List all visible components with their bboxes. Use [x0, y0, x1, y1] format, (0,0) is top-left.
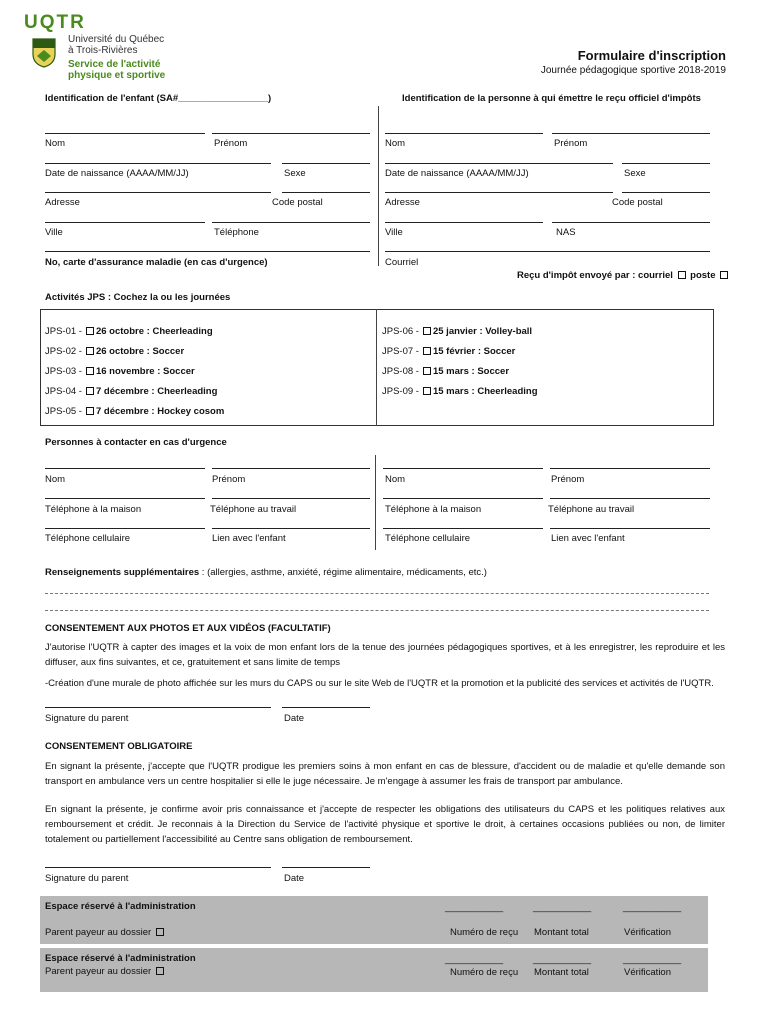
- admin-parent-1: [45, 927, 166, 938]
- emergency-divider: [375, 455, 376, 550]
- activity-code: JPS-05 -: [45, 406, 82, 417]
- em1-prenom-field[interactable]: [212, 468, 370, 469]
- activity-item: [45, 406, 224, 417]
- mandatory-signature-field[interactable]: [45, 867, 271, 868]
- activity-checkbox[interactable]: [86, 407, 94, 415]
- admin-blank-verif-2[interactable]: ___________: [623, 954, 682, 965]
- admin-parent-label-2: Parent payeur au dossier: [45, 966, 152, 977]
- em2-maison-label: Téléphone à la maison: [385, 504, 482, 515]
- extra-line-1[interactable]: [45, 593, 709, 594]
- activity-checkbox[interactable]: [86, 327, 94, 335]
- photo-consent-text-2: -Création d'une murale de photo affichée sur les murs du CAPS ou sur le site Web de l'UQTR et la promotion et la publicité des services et activités de l'UQTR.: [45, 678, 714, 689]
- mandatory-date-field[interactable]: [282, 867, 370, 868]
- mandatory-consent-text-2: En signant la présente, je confirme avoir pris connaissance et j'accepte de respecter les obligations des utilisateurs du CAPS et les politiques relatives aux remboursement et crédit. Je reconnais à la Direction du Service de l'activité physique et sportive le droit, à certaines occasions publiées ou non, de limiter totalement ou partiellement l'accessibilité au Centre sans obligation de remboursement.: [45, 804, 725, 845]
- activity-label: 15 mars : Soccer: [432, 366, 510, 377]
- em2-travail-field[interactable]: [550, 498, 710, 499]
- divider: [378, 106, 379, 266]
- em2-travail-label: Téléphone au travail: [548, 504, 635, 515]
- em1-maison-field[interactable]: [45, 498, 205, 499]
- child-adresse-field[interactable]: [45, 192, 271, 193]
- receipt-dob-label: Date de naissance (AAAA/MM/JJ): [385, 168, 529, 179]
- em2-cell-field[interactable]: [383, 528, 543, 529]
- courriel-checkbox[interactable]: [678, 271, 686, 279]
- activities-divider: [376, 309, 377, 426]
- child-tel-field[interactable]: [212, 222, 370, 223]
- uqtr-logo: [24, 12, 86, 34]
- receipt-adresse-field[interactable]: [385, 192, 613, 193]
- recu-label: Reçu d'impôt envoyé par : courriel: [517, 270, 673, 281]
- form-title: Formulaire d'inscription: [577, 48, 726, 63]
- admin-parent-checkbox-2[interactable]: [156, 967, 164, 975]
- em1-lien-field[interactable]: [212, 528, 370, 529]
- admin-parent-2: [45, 966, 166, 977]
- receipt-nom-field[interactable]: [385, 133, 543, 134]
- em1-travail-label: Téléphone au travail: [210, 504, 297, 515]
- photo-consent-text-1: J'autorise l'UQTR à capter des images et la voix de mon enfant lors de la tenue des journées pédagogiques sportives, et à les enregistrer, les reproduire et les diffuser, aux fins suivantes, et ce, gratuitement et sans limite de temps: [45, 642, 725, 668]
- admin-parent-label-1: Parent payeur au dossier: [45, 927, 152, 938]
- activity-code: JPS-04 -: [45, 386, 82, 397]
- child-prenom-field[interactable]: [212, 133, 370, 134]
- child-sexe-field[interactable]: [282, 163, 370, 164]
- activity-label: 26 octobre : Soccer: [95, 346, 185, 357]
- mandatory-date-label: Date: [284, 873, 305, 884]
- activity-checkbox[interactable]: [423, 347, 431, 355]
- activity-checkbox[interactable]: [86, 367, 94, 375]
- child-ville-field[interactable]: [45, 222, 205, 223]
- admin-parent-checkbox-1[interactable]: [156, 928, 164, 936]
- activity-label: 26 octobre : Cheerleading: [95, 326, 213, 337]
- activity-item: [45, 326, 213, 337]
- activity-item: [45, 386, 217, 397]
- receipt-nas-label: NAS: [556, 227, 576, 238]
- activity-checkbox[interactable]: [423, 387, 431, 395]
- extra-title: Renseignements supplémentaires: [45, 567, 200, 578]
- admin-blank-numero-1[interactable]: ___________: [445, 902, 504, 913]
- photo-signature-label: Signature du parent: [45, 713, 129, 724]
- child-dob-label: Date de naissance (AAAA/MM/JJ): [45, 168, 189, 179]
- receipt-ville-field[interactable]: [385, 222, 543, 223]
- receipt-cp-label: Code postal: [612, 197, 663, 208]
- receipt-adresse-label: Adresse: [385, 197, 420, 208]
- child-tel-label: Téléphone: [214, 227, 259, 238]
- activity-label: 25 janvier : Volley-ball: [432, 326, 533, 337]
- em1-cell-field[interactable]: [45, 528, 205, 529]
- activity-label: 15 mars : Cheerleading: [432, 386, 538, 397]
- extra-line-2[interactable]: [45, 610, 709, 611]
- activity-item: [382, 366, 509, 377]
- activity-label: 16 novembre : Soccer: [95, 366, 195, 377]
- crest-icon: [32, 38, 56, 68]
- photo-date-label: Date: [284, 713, 305, 724]
- child-adresse-label: Adresse: [45, 197, 80, 208]
- em1-maison-label: Téléphone à la maison: [45, 504, 142, 515]
- receipt-courriel-field[interactable]: [385, 251, 710, 252]
- admin-verification-2: Vérification: [624, 967, 671, 978]
- activity-code: JPS-09 -: [382, 386, 419, 397]
- admin-blank-verif-1[interactable]: ___________: [623, 902, 682, 913]
- child-nom-label: Nom: [45, 138, 66, 149]
- em2-cell-label: Téléphone cellulaire: [385, 533, 471, 544]
- receipt-cp-field[interactable]: [622, 192, 710, 193]
- form-subtitle: Journée pédagogique sportive 2018-2019: [540, 65, 726, 76]
- admin-blank-montant-1[interactable]: ___________: [533, 902, 592, 913]
- em2-lien-label: Lien avec l'enfant: [551, 533, 625, 544]
- activity-label: 7 décembre : Cheerleading: [95, 386, 218, 397]
- logo-text: UQTR: [24, 12, 86, 33]
- activity-item: [382, 326, 532, 337]
- activity-checkbox[interactable]: [86, 387, 94, 395]
- em2-nom-field[interactable]: [383, 468, 543, 469]
- em1-cell-label: Téléphone cellulaire: [45, 533, 131, 544]
- admin-numero-1: Numéro de reçu: [450, 927, 519, 938]
- child-nom-field[interactable]: [45, 133, 205, 134]
- receipt-nas-field[interactable]: [552, 222, 710, 223]
- emergency-title: Personnes à contacter en cas d'urgence: [45, 437, 227, 448]
- receipt-dob-field[interactable]: [385, 163, 613, 164]
- activity-code: JPS-03 -: [45, 366, 82, 377]
- child-carte-label: No, carte d'assurance maladie (en cas d'urgence): [45, 257, 268, 268]
- child-ville-label: Ville: [45, 227, 63, 238]
- child-sexe-label: Sexe: [284, 168, 306, 179]
- child-cp-field[interactable]: [282, 192, 370, 193]
- receipt-courriel-label: Courriel: [385, 257, 419, 268]
- activity-code: JPS-07 -: [382, 346, 419, 357]
- activity-item: [382, 386, 538, 397]
- admin-montant-2: Montant total: [534, 967, 589, 978]
- activity-checkbox[interactable]: [86, 347, 94, 355]
- child-prenom-label: Prénom: [214, 138, 248, 149]
- em2-lien-field[interactable]: [550, 528, 710, 529]
- activity-label: 7 décembre : Hockey cosom: [95, 406, 225, 417]
- university-line-2: à Trois-Rivières: [68, 45, 138, 56]
- child-cp-label: Code postal: [272, 197, 323, 208]
- admin-blank-montant-2[interactable]: ___________: [533, 954, 592, 965]
- activity-item: [45, 346, 184, 357]
- em1-prenom-label: Prénom: [212, 474, 246, 485]
- child-carte-field[interactable]: [45, 251, 370, 252]
- admin-title-1: Espace réservé à l'administration: [45, 901, 196, 912]
- university-line-1: Université du Québec: [68, 34, 165, 45]
- extra-hint: : (allergies, asthme, anxiété, régime alimentaire, médicaments, etc.): [199, 567, 487, 578]
- em2-prenom-field[interactable]: [550, 468, 710, 469]
- em1-lien-label: Lien avec l'enfant: [212, 533, 286, 544]
- child-dob-field[interactable]: [45, 163, 271, 164]
- photo-date-field[interactable]: [282, 707, 370, 708]
- admin-title-2: Espace réservé à l'administration: [45, 953, 196, 964]
- receipt-nom-label: Nom: [385, 138, 406, 149]
- activity-checkbox[interactable]: [423, 367, 431, 375]
- receipt-section-title: Identification de la personne à qui émettre le reçu officiel d'impôts: [402, 93, 701, 104]
- em1-nom-field[interactable]: [45, 468, 205, 469]
- service-line-1: Service de l'activité: [68, 59, 161, 70]
- admin-block-2: [40, 948, 708, 992]
- activity-code: JPS-02 -: [45, 346, 82, 357]
- activity-item: [45, 366, 195, 377]
- photo-signature-field[interactable]: [45, 707, 271, 708]
- receipt-prenom-label: Prénom: [554, 138, 588, 149]
- mandatory-consent-text-1: En signant la présente, j'accepte que l'UQTR prodigue les premiers soins à mon enfant en cas de blessure, d'accident ou de maladie et qu'elle demande son transport en ambulance vers un centre hospitalier si elle le juge nécessaire. Je m'engage à assumer les frais de transport par ambulance.: [45, 761, 725, 787]
- activity-label: 15 février : Soccer: [432, 346, 516, 357]
- admin-blank-numero-2[interactable]: ___________: [445, 954, 504, 965]
- child-section-title: Identification de l'enfant (SA#_________________): [45, 93, 272, 104]
- receipt-sexe-label: Sexe: [624, 168, 646, 179]
- admin-block-1: [40, 896, 708, 944]
- receipt-ville-label: Ville: [385, 227, 403, 238]
- activity-code: JPS-06 -: [382, 326, 419, 337]
- photo-consent-title: CONSENTEMENT AUX PHOTOS ET AUX VIDÉOS (FACULTATIF): [45, 623, 331, 634]
- em2-prenom-label: Prénom: [551, 474, 585, 485]
- receipt-prenom-field[interactable]: [552, 133, 710, 134]
- service-line-2: physique et sportive: [68, 70, 166, 81]
- poste-checkbox[interactable]: [720, 271, 728, 279]
- admin-montant-1: Montant total: [534, 927, 589, 938]
- activities-title: Activités JPS : Cochez la ou les journées: [45, 292, 231, 303]
- em2-maison-field[interactable]: [383, 498, 543, 499]
- activity-code: JPS-01 -: [45, 326, 82, 337]
- extra-info-row: [45, 567, 487, 578]
- mandatory-signature-label: Signature du parent: [45, 873, 129, 884]
- receipt-sexe-field[interactable]: [622, 163, 710, 164]
- em2-nom-label: Nom: [385, 474, 406, 485]
- recu-envoye-row: [517, 270, 730, 281]
- admin-numero-2: Numéro de reçu: [450, 967, 519, 978]
- admin-verification-1: Vérification: [624, 927, 671, 938]
- poste-label: poste: [690, 270, 716, 281]
- header: [0, 0, 770, 90]
- em1-travail-field[interactable]: [212, 498, 370, 499]
- em1-nom-label: Nom: [45, 474, 66, 485]
- activity-item: [382, 346, 515, 357]
- mandatory-consent-title: CONSENTEMENT OBLIGATOIRE: [45, 741, 193, 752]
- activity-checkbox[interactable]: [423, 327, 431, 335]
- activity-code: JPS-08 -: [382, 366, 419, 377]
